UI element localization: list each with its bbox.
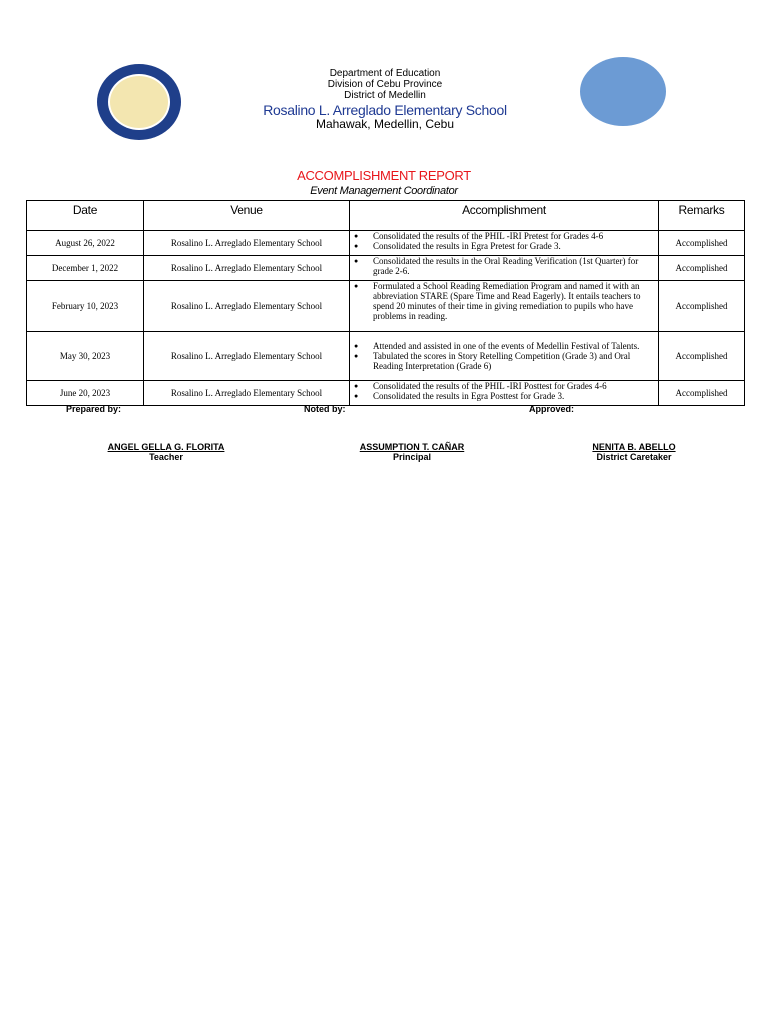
- approved-label: Approved:: [529, 404, 574, 414]
- row-date: December 1, 2022: [27, 256, 144, 281]
- row-venue: Rosalino L. Arreglado Elementary School: [144, 281, 350, 332]
- school-logo-placeholder: [580, 57, 666, 126]
- row-accomplishment: [350, 381, 659, 406]
- accomplishment-item: ● Consolidated the results of the PHIL -IRI Posttest for Grades 4-6: [373, 381, 654, 391]
- prepared-name: ANGEL GELLA G. FLORITA: [107, 442, 225, 452]
- noted-by-label: Noted by:: [304, 404, 346, 414]
- prepared-by-label: Prepared by:: [66, 404, 122, 414]
- approved-name: NENITA B. ABELLO: [592, 442, 676, 452]
- row-venue: Rosalino L. Arreglado Elementary School: [144, 381, 350, 406]
- row-remarks: Accomplished: [659, 281, 745, 332]
- approved-title: District Caretaker: [596, 452, 672, 462]
- noted-name: ASSUMPTION T. CAÑAR: [359, 442, 465, 452]
- accomplishment-item: ● Consolidated the results of the PHIL -IRI Pretest for Grades 4-6: [373, 231, 654, 241]
- table-row: [27, 231, 745, 256]
- row-venue: Rosalino L. Arreglado Elementary School: [144, 231, 350, 256]
- table-row: [27, 381, 745, 406]
- header-date: Date: [27, 201, 144, 231]
- accomplishment-table: [26, 200, 745, 406]
- report-subtitle: Event Management Coordinator: [310, 185, 458, 197]
- table-row: [27, 281, 745, 332]
- row-remarks: Accomplished: [659, 381, 745, 406]
- department-name: Department of Education: [329, 68, 441, 79]
- header-accomplishment: Accomplishment: [350, 201, 659, 231]
- district-name: District of Medellin: [344, 90, 426, 101]
- division-name: Division of Cebu Province: [327, 79, 443, 90]
- row-accomplishment: [350, 256, 659, 281]
- accomplishment-item: ● Consolidated the results in Egra Pretest for Grade 3.: [373, 241, 654, 251]
- row-date: June 20, 2023: [27, 381, 144, 406]
- row-date: May 30, 2023: [27, 332, 144, 381]
- noted-signatory: [312, 442, 512, 462]
- approved-signatory: [534, 442, 734, 462]
- table-row: [27, 256, 745, 281]
- row-accomplishment: [350, 281, 659, 332]
- header-remarks: Remarks: [659, 201, 745, 231]
- prepared-signatory: [66, 442, 266, 462]
- row-venue: Rosalino L. Arreglado Elementary School: [144, 332, 350, 381]
- school-address: Mahawak, Medellin, Cebu: [315, 117, 455, 131]
- accomplishment-item: ● Consolidated the results in the Oral Reading Verification (1st Quarter) for grade 2-6.: [373, 256, 654, 276]
- accomplishment-item: ● Tabulated the scores in Story Retelling Competition (Grade 3) and Oral Reading Interpretation (Grade 6): [373, 351, 654, 371]
- accomplishment-item: ● Formulated a School Reading Remediation Program and named it with an abbreviation STARE (Spare Time and Read Eagerly). It entails teachers to spend 20 minutes of their time in giving remediation to pupils who have problems in reading.: [373, 281, 654, 321]
- seal-emblem: [108, 74, 170, 130]
- row-venue: Rosalino L. Arreglado Elementary School: [144, 256, 350, 281]
- table-header-row: [27, 201, 745, 231]
- report-title: ACCOMPLISHMENT REPORT: [297, 168, 471, 183]
- division-seal-logo: [97, 64, 181, 140]
- row-accomplishment: [350, 231, 659, 256]
- row-remarks: Accomplished: [659, 256, 745, 281]
- letterhead: [230, 68, 540, 131]
- row-accomplishment: [350, 332, 659, 381]
- header-venue: Venue: [144, 201, 350, 231]
- prepared-title: Teacher: [149, 452, 183, 462]
- accomplishment-item: ● Consolidated the results in Egra Posttest for Grade 3.: [373, 391, 654, 401]
- noted-title: Principal: [392, 452, 431, 462]
- accomplishment-item: ● Attended and assisted in one of the events of Medellin Festival of Talents.: [373, 341, 654, 351]
- row-date: August 26, 2022: [27, 231, 144, 256]
- table-row: [27, 332, 745, 381]
- row-remarks: Accomplished: [659, 231, 745, 256]
- school-name: Rosalino L. Arreglado Elementary School: [263, 102, 507, 118]
- row-date: February 10, 2023: [27, 281, 144, 332]
- row-remarks: Accomplished: [659, 332, 745, 381]
